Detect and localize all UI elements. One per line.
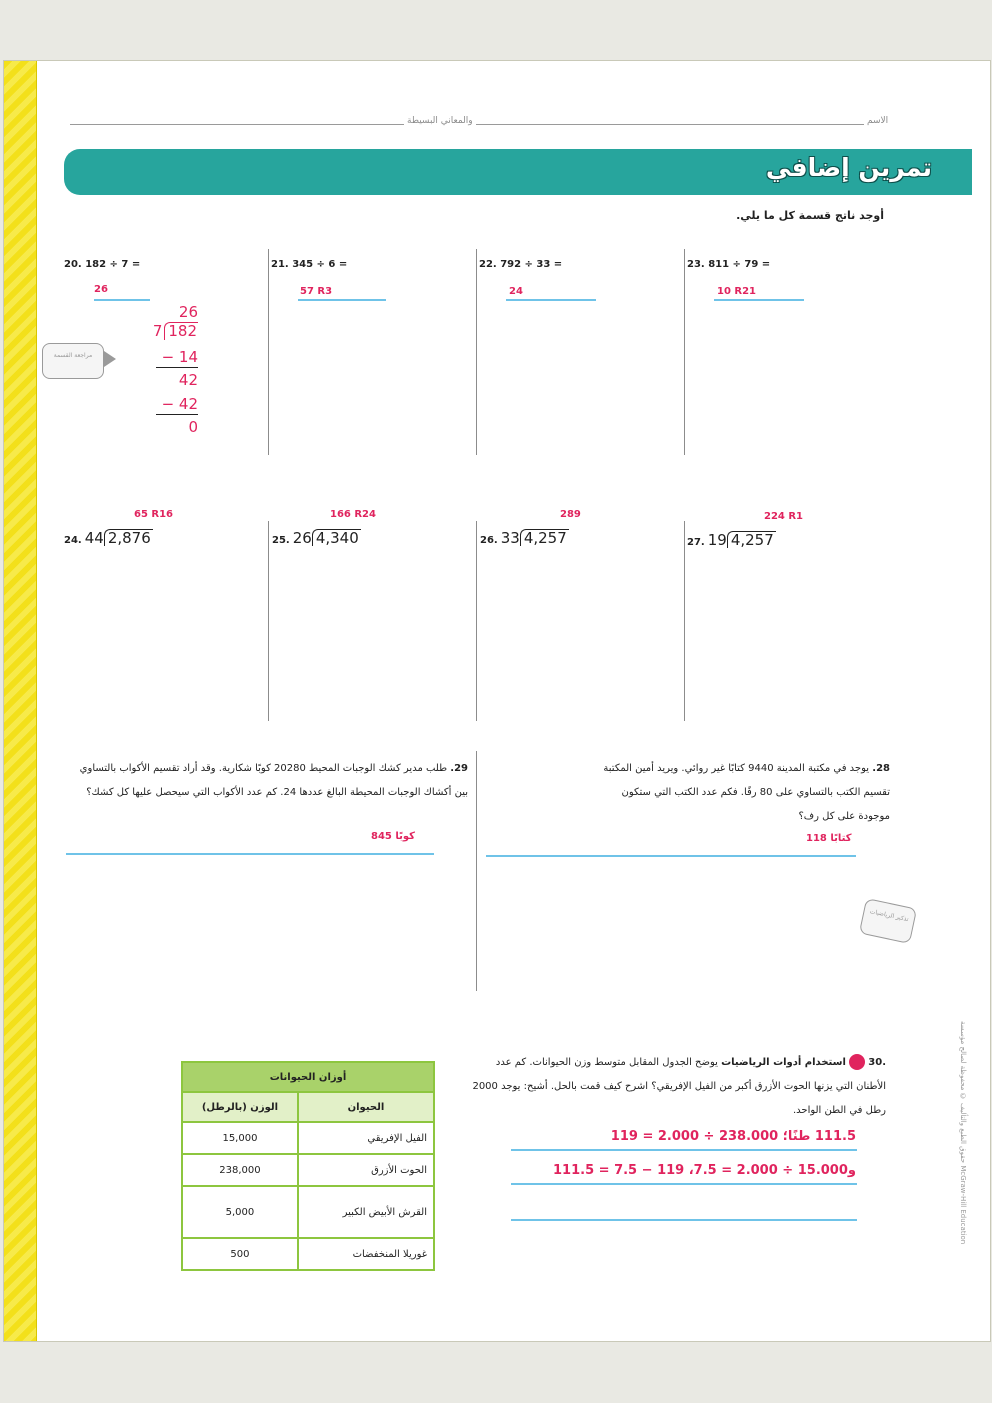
answer-23: 10 R21: [717, 286, 757, 297]
work-step-2: 42: [178, 371, 198, 389]
answer-29: 845 كوبًا: [371, 831, 415, 842]
copyright-text: حقوق الطبع والتأليف © محفوظة لصالح مؤسسة McGraw-Hill Education: [959, 1021, 967, 1245]
answer-line: [511, 1149, 857, 1151]
divisor: 44: [84, 529, 104, 547]
answer-line: [506, 299, 596, 301]
column-header-weight: الوزن (بالرطل): [182, 1092, 298, 1122]
work-step-subtract-2: − 42: [161, 395, 198, 413]
column-divider: [268, 249, 269, 455]
animal-cell: القرش الأبيض الكبير: [298, 1186, 434, 1238]
weight-cell: 500: [182, 1238, 298, 1270]
topic-label: والمعاني البسيطة: [404, 116, 476, 126]
work-remainder: 0: [188, 418, 198, 436]
table-row: [182, 1186, 434, 1238]
problem-26: [480, 529, 569, 547]
dividend: 4,257: [727, 531, 776, 548]
answer-24: 65 R16: [134, 509, 174, 520]
table-row: [182, 1238, 434, 1270]
answer-27: 224 R1: [764, 511, 804, 522]
problem-number: 27.: [687, 537, 705, 548]
answer-22: 24: [509, 286, 523, 297]
problem-number: 29.: [450, 763, 468, 774]
column-divider: [684, 249, 685, 455]
problem-20: 20. 182 ÷ 7 =: [64, 259, 141, 270]
answer-line: [486, 855, 856, 857]
header-rule: [70, 124, 890, 125]
problem-30: [466, 1051, 886, 1123]
yellow-edge-stripe: [4, 61, 37, 1341]
animal-cell: غوريلا المنخفضات: [298, 1238, 434, 1270]
problem-30-lead: استخدام أدوات الرياضيات: [721, 1057, 846, 1068]
worksheet-page: [3, 60, 991, 1342]
column-divider: [268, 521, 269, 721]
work-divisor-dividend: [153, 322, 198, 340]
name-label: الاسم: [864, 116, 891, 126]
weight-cell: 15,000: [182, 1122, 298, 1154]
long-division-work: [134, 301, 198, 441]
answer-21: 57 R3: [300, 286, 333, 297]
answer-26: 289: [560, 509, 581, 520]
answer-25: 166 R24: [330, 509, 376, 520]
arrow-right-icon: [104, 351, 116, 367]
dividend: 4,340: [312, 529, 361, 546]
answer-line: [66, 853, 434, 855]
dividend: 2,876: [104, 529, 153, 546]
problem-23: 23. 811 ÷ 79 =: [687, 259, 771, 270]
column-divider: [476, 751, 477, 991]
answer-line: [511, 1219, 857, 1221]
column-divider: [476, 249, 477, 455]
work-rule: [156, 367, 198, 368]
work-quotient: 26: [178, 303, 198, 321]
problem-30-text: يوضح الجدول المقابل متوسط وزن الحيوانات. كم عدد الأطنان التي يزنها الحوت الأزرق أكبر من الفيل الإفريقي؟ اشرح كيف قمت بالحل. أشيح: يوجد 2000 رطل في الطن الواحد.: [472, 1057, 886, 1116]
problem-number: .30: [868, 1057, 886, 1068]
problem-number: 26.: [480, 535, 498, 546]
animal-cell: الحوت الأزرق: [298, 1154, 434, 1186]
answer-line: [298, 299, 386, 301]
hint-tag-text: مراجعة القسمة: [53, 352, 93, 359]
answer-20: 26: [94, 284, 108, 295]
column-divider: [684, 521, 685, 721]
problem-22: 22. 792 ÷ 33 =: [479, 259, 563, 270]
work-divisor: 7: [152, 322, 163, 340]
table-row: [182, 1122, 434, 1154]
problem-25: [272, 529, 361, 547]
reminder-tag-text: تذكير الرياضيات: [869, 908, 910, 924]
problem-number: 25.: [272, 535, 290, 546]
weight-cell: 5,000: [182, 1186, 298, 1238]
table-caption: أوزان الحيوانات: [182, 1062, 434, 1092]
answer-30-line2: و15.000 ÷ 2.000 = 7.5، 119 − 7.5 = 111.5: [553, 1163, 856, 1178]
hint-tag: [42, 343, 104, 379]
page-title: تمرين إضافي: [765, 153, 932, 182]
divisor: 33: [500, 529, 520, 547]
answer-line: [714, 299, 804, 301]
answer-28: 118 كتابًا: [806, 833, 852, 844]
work-dividend: 182: [164, 322, 198, 340]
problem-number: 24.: [64, 535, 82, 546]
problem-27: [687, 531, 776, 549]
work-rule: [156, 414, 198, 415]
problem-21: 21. 345 ÷ 6 =: [271, 259, 348, 270]
problem-28: [590, 757, 890, 829]
title-banner: [64, 149, 972, 195]
reminder-tag: [859, 898, 917, 944]
problem-29: [70, 757, 468, 805]
problem-number: 28.: [872, 763, 890, 774]
problem-28-text: يوجد في مكتبة المدينة 9440 كتابًا غير روائي. ويريد أمين المكتبة تقسيم الكتب بالتساوي على 80 رفًا. فكم عدد الكتب التي ستكون موجودة على كل رف؟: [603, 763, 890, 822]
divisor: 19: [707, 531, 727, 549]
answer-line: [511, 1183, 857, 1185]
answer-30-line1: 111.5 طنًا؛ 238.000 ÷ 2.000 = 119: [610, 1129, 856, 1144]
animal-weights-table: [181, 1061, 435, 1271]
column-divider: [476, 521, 477, 721]
work-step-subtract-1: − 14: [161, 348, 198, 366]
weight-cell: 238,000: [182, 1154, 298, 1186]
problem-29-text: طلب مدير كشك الوجبات المحيط 20280 كوبًا شكارية. وقد أراد تقسيم الأكواب بالتساوي بين أكشاك الوجبات المحيطة البالغ عددها 24. كم عدد الأكواب التي سيحصل عليها كل كشك؟: [79, 763, 468, 798]
animal-cell: الفيل الإفريقي: [298, 1122, 434, 1154]
problem-24: [64, 529, 153, 547]
math-practice-icon: [849, 1054, 865, 1070]
divisor: 26: [292, 529, 312, 547]
instructions: أوجد ناتج قسمة كل ما يلي.: [736, 209, 884, 222]
table-row: [182, 1154, 434, 1186]
dividend: 4,257: [520, 529, 569, 546]
column-header-animal: الحيوان: [298, 1092, 434, 1122]
